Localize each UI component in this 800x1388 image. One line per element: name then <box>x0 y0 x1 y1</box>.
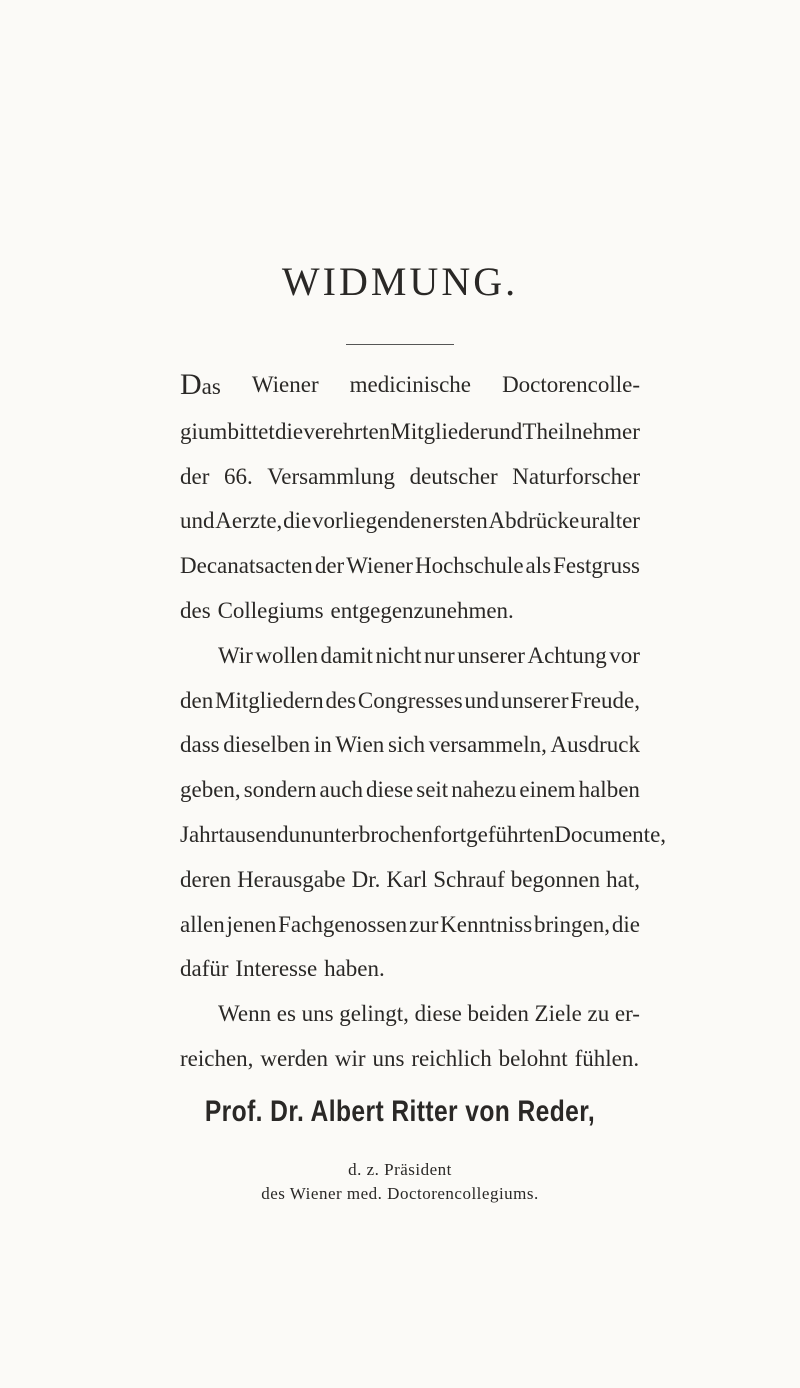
signature-organization: des Wiener med. Doctorencollegiums. <box>261 1184 539 1203</box>
text-line: Das Wiener medicinische Doctorencolle- <box>180 368 640 401</box>
text-line: den Mitgliedern des Congresses und unserer Freude, <box>180 687 640 713</box>
text-line: Jahrtausend ununterbrochen fortgeführten Documente, <box>180 821 667 847</box>
dedication-text <box>180 363 667 1082</box>
text-line: gium bittet die verehrten Mitglieder und Theilnehmer <box>180 418 640 444</box>
text-line: geben, sondern auch diese seit nahezu einem halben <box>180 777 640 803</box>
text-line: dafür Interesse haben. <box>180 956 385 982</box>
text-line: des Collegiums entgegenzunehmen. <box>180 597 514 623</box>
text-line: und Aerzte, die vorliegenden ersten Abdrücke uralter <box>180 508 640 534</box>
page-title: WIDMUNG. <box>281 259 519 304</box>
text-line: dass dieselben in Wien sich versammeln, Ausdruck <box>180 732 640 758</box>
text-line: der 66. Versammlung deutscher Naturforscher <box>180 463 640 489</box>
text-line: reichen, werden wir uns reichlich belohnt fühlen. <box>180 1045 640 1071</box>
title-divider <box>346 344 454 345</box>
text-line: deren Herausgabe Dr. Karl Schrauf begonnen hat, <box>180 866 640 892</box>
text-line: Wenn es uns gelingt, diese beiden Ziele zu er- <box>218 1001 640 1027</box>
text-line: allen jenen Fachgenossen zur Kenntniss bringen, die <box>180 911 640 937</box>
signature-name: Prof. Dr. Albert Ritter von Reder, <box>204 1095 596 1128</box>
signature-role: d. z. Präsident <box>348 1160 452 1179</box>
text-line: Wir wollen damit nicht nur unserer Achtung vor <box>218 642 640 668</box>
text-line: Decanatsacten der Wiener Hochschule als Festgruss <box>180 553 640 579</box>
